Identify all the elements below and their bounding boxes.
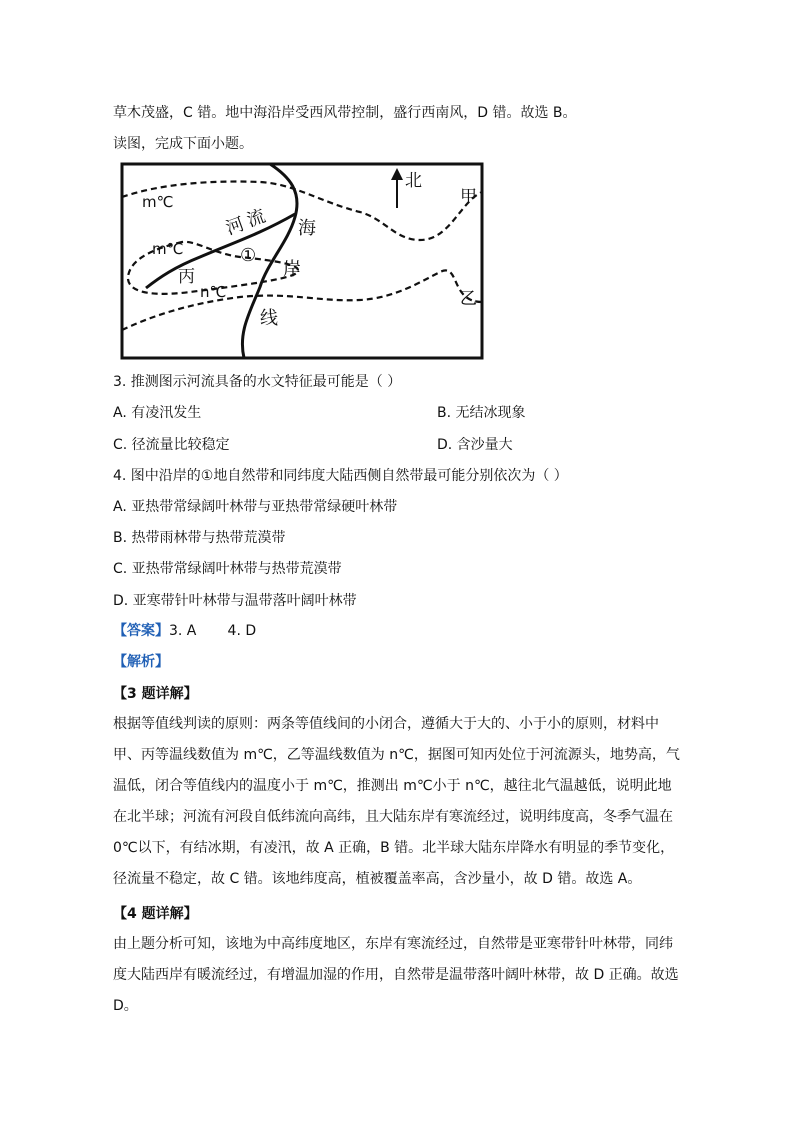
q3-option-c: C. 径流量比较稳定 xyxy=(113,437,230,453)
analysis-label: 解析 xyxy=(127,654,155,670)
answer-bracket-open: 【 xyxy=(113,623,127,639)
q4-stem: 4. 图中沿岸的①地自然带和同纬度大陆西侧自然带最可能分别依次为（ ） xyxy=(113,468,568,484)
label-m-top: m℃ xyxy=(142,193,174,211)
q4-option-c: C. 亚热带常绿阔叶林带与热带荒漠带 xyxy=(113,561,342,577)
label-coast-2: 岸 xyxy=(283,259,301,280)
label-river-2: 流 xyxy=(244,205,269,232)
q4-option-b: B. 热带雨林带与热带荒漠带 xyxy=(113,530,286,546)
label-m-inner: m℃ xyxy=(152,240,184,258)
label-river-1: 河 xyxy=(223,213,248,240)
answer-label: 答案 xyxy=(127,623,155,639)
answer-line xyxy=(113,621,256,641)
detail4-heading: 【4 题详解】 xyxy=(113,906,198,922)
q3-option-b: B. 无结冰现象 xyxy=(437,405,526,421)
label-coast-1: 海 xyxy=(298,218,316,239)
isotherm-map xyxy=(120,162,484,360)
label-yi: 乙 xyxy=(460,289,477,309)
q4-option-d: D. 亚寒带针叶林带与温带落叶阔叶林带 xyxy=(113,593,357,609)
analysis-bracket-open: 【 xyxy=(113,654,127,670)
label-n: n℃ xyxy=(200,283,227,301)
analysis-bracket-close: 】 xyxy=(155,654,169,670)
q3-option-a: A. 有凌汛发生 xyxy=(113,405,202,421)
detail3-heading: 【3 题详解】 xyxy=(113,686,198,702)
q3-stem: 3. 推测图示河流具备的水文特征最可能是（ ） xyxy=(113,374,402,390)
label-jia: 甲 xyxy=(460,187,477,207)
answer-text: 3. A 4. D xyxy=(169,623,257,639)
answer-bracket-close: 】 xyxy=(155,623,169,639)
isotherm-n xyxy=(122,270,482,330)
prompt-line: 读图，完成下面小题。 xyxy=(113,136,253,152)
analysis-line xyxy=(113,652,169,672)
q3-option-d: D. 含沙量大 xyxy=(437,437,513,453)
q4-option-a: A. 亚热带常绿阔叶林带与亚热带常绿硬叶林带 xyxy=(113,499,398,515)
north-arrow-head xyxy=(391,168,403,180)
label-bing: 丙 xyxy=(178,267,195,287)
detail4-body: 由上题分析可知，该地为中高纬度地区，东岸有寒流经过，自然带是亚寒带针叶林带，同纬度大陆西岸有暖流经过，有增温加湿的作用，自然带是温带落叶阔叶林带，故 D 正确。故选 D。 xyxy=(113,936,679,1014)
intro-line: 草木茂盛，C 错。地中海沿岸受西风带控制，盛行西南风，D 错。故选 B。 xyxy=(113,105,577,121)
map-frame xyxy=(122,164,482,358)
detail3-body: 根据等值线判读的原则：两条等值线间的小闭合，遵循大于大的、小于小的原则，材料中甲、丙等温线数值为 m℃，乙等温线数值为 n℃，据图可知丙处位于河流源头，地势高，气温低，闭合等值线内的温度小于 m℃，推测出 m℃小于 n℃，越往北气温越低，说明此地在北半球；河流有河段自低纬流向高纬，且大陆东岸有寒流经过，说明纬度高，冬季气温在 0℃以下，有结冰期，有凌汛，故 A 正确，B 错。北半球大陆东岸降水有明显的季节变化，径流量不稳定，故 C 错。该地纬度高，植被覆盖率高，含沙量小，故 D 错。故选 A。 xyxy=(113,716,680,887)
north-label: 北 xyxy=(405,171,422,191)
label-coast-3: 线 xyxy=(260,308,278,329)
label-point-1: ① xyxy=(240,245,257,266)
